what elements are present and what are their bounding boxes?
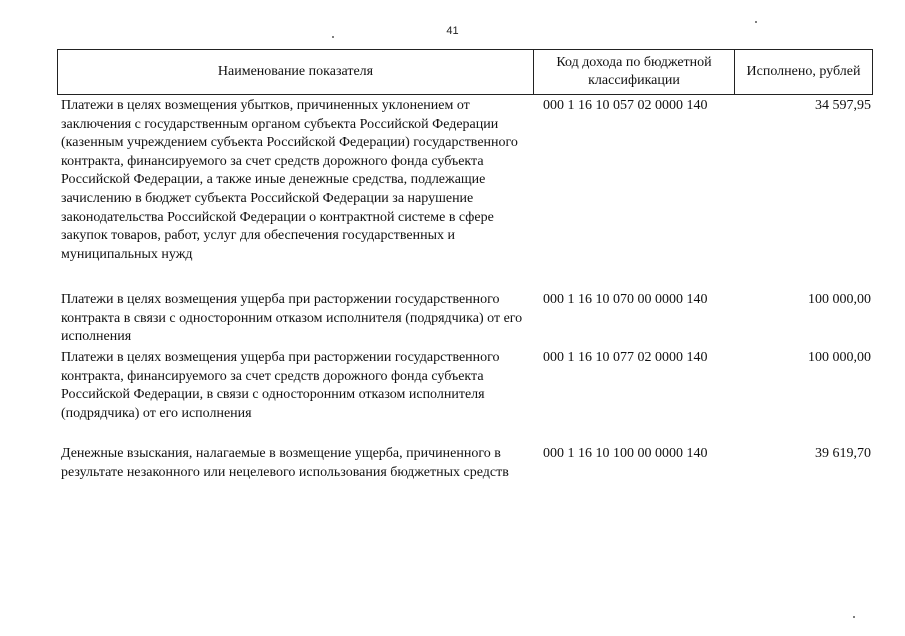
row-code: 000 1 16 10 070 00 0000 140	[543, 292, 708, 307]
row-amount: 34 597,95	[815, 98, 871, 113]
row-name: Платежи в целях возмещения ущерба при расторжении государственного контракта, финансируемого за счет средств дорожного фонда субъекта Российской Федерации, в связи с односторонним отказом исполнителя (подрядчика) от его исполнения	[61, 350, 500, 421]
table-row	[57, 445, 873, 482]
row-amount: 39 619,70	[815, 446, 871, 461]
row-name: Платежи в целях возмещения убытков, причиненных уклонением от заключения с государственным органом субъекта Российской Федерации (казенным учреждением субъекта Российской Федерации) государственного контракта, финансируемого за счет средств дорожного фонда субъекта Российской Федерации, а также иные денежные средства, подлежащие зачислению в бюджет субъекта Российской Федерации за нарушение законодательства Российской Федерации о контрактной системе в сфере закупок товаров, работ, услуг для обеспечения государственных и муниципальных нужд	[61, 98, 518, 262]
header-name: Наименование показателя	[58, 50, 534, 94]
row-code: 000 1 16 10 077 02 0000 140	[543, 350, 708, 365]
row-amount: 100 000,00	[808, 292, 871, 307]
page-number: 41	[446, 25, 459, 37]
scan-speck	[853, 616, 855, 618]
table-header	[57, 49, 873, 95]
header-code: Код дохода по бюджетной классификации	[534, 50, 735, 94]
row-amount: 100 000,00	[808, 350, 871, 365]
scan-speck	[332, 36, 334, 38]
row-name: Денежные взыскания, налагаемые в возмещение ущерба, причиненного в результате незаконного или нецелевого использования бюджетных средств	[61, 446, 509, 480]
row-name: Платежи в целях возмещения ущерба при расторжении государственного контракта в связи с односторонним отказом исполнителя (подрядчика) от его исполнения	[61, 292, 523, 345]
table-row	[57, 291, 873, 347]
table-row	[57, 349, 873, 423]
table-row	[57, 97, 873, 264]
row-code: 000 1 16 10 057 02 0000 140	[543, 98, 708, 113]
scan-speck	[755, 21, 757, 23]
header-amount: Исполнено, рублей	[746, 64, 861, 79]
row-code: 000 1 16 10 100 00 0000 140	[543, 446, 708, 461]
